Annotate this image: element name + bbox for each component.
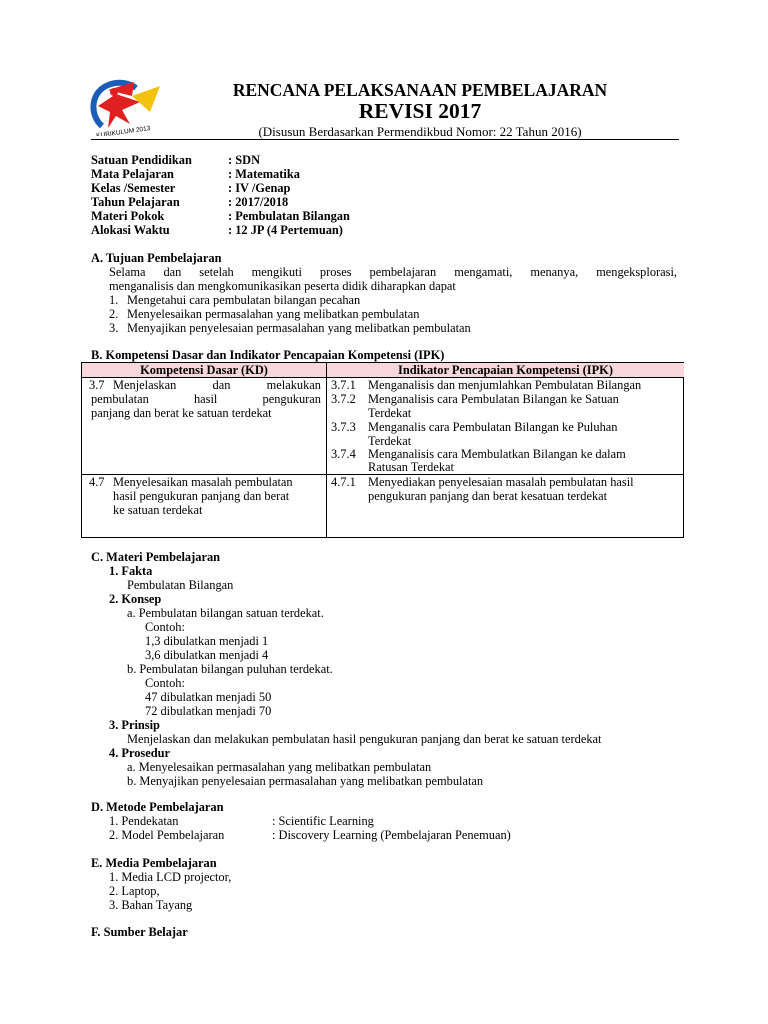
method-label: 1. Pendekatan (109, 814, 179, 828)
materi-example: 1,3 dibulatkan menjadi 1 (145, 634, 269, 648)
identity-value: : 12 JP (4 Pertemuan) (228, 223, 343, 237)
method-label: 2. Model Pembelajaran (109, 828, 225, 842)
materi-text: a. Pembulatan bilangan satuan terdekat. (127, 606, 324, 620)
identity-value: : Matematika (228, 167, 300, 181)
identity-label: Mata Pelajaran (91, 167, 174, 181)
identity-value: : IV /Genap (228, 181, 291, 195)
ipk-text: Menyediakan penyelesaian masalah pembulatan hasil (368, 475, 634, 489)
section-b-heading: B. Kompetensi Dasar dan Indikator Pencapaian Kompetensi (IPK) (91, 348, 445, 362)
identity-label: Materi Pokok (91, 209, 165, 223)
kd-text-line: ke satuan terdekat (113, 503, 203, 517)
document-revision-title: REVISI 2017 (358, 99, 482, 123)
list-item: Menyajikan penyelesaian permasalahan yang melibatkan pembulatan (127, 321, 471, 335)
media-item: 3. Bahan Tayang (109, 898, 193, 912)
materi-subheading: 4. Prosedur (109, 746, 171, 760)
identity-value: : SDN (228, 153, 261, 167)
section-e-heading: E. Media Pembelajaran (91, 856, 217, 870)
logo-caption: KURIKULUM 2013 (95, 125, 151, 136)
materi-text: b. Pembulatan bilangan puluhan terdekat. (127, 662, 333, 676)
list-number: 2. (109, 307, 119, 321)
kd-text-line: panjang dan berat ke satuan terdekat (91, 406, 272, 420)
kd-text-line: hasil pengukuran panjang dan berat (113, 489, 290, 503)
identity-label: Satuan Pendidikan (91, 153, 192, 167)
materi-example: 72 dibulatkan menjadi 70 (145, 704, 272, 718)
ipk-number: 3.7.4 (331, 447, 356, 461)
list-number: 3. (109, 321, 119, 335)
materi-example: 3,6 dibulatkan menjadi 4 (145, 648, 269, 662)
document-title: RENCANA PELAKSANAAN PEMBELAJARAN (232, 80, 608, 100)
kd-ipk-table (81, 362, 684, 538)
materi-subheading: 2. Konsep (109, 592, 162, 606)
section-d-heading: D. Metode Pembelajaran (91, 800, 224, 814)
identity-label: Alokasi Waktu (91, 223, 170, 237)
kd-number: 4.7 (89, 475, 105, 489)
ipk-text: Menganalisis dan menjumlahkan Pembulatan Bilangan (368, 378, 642, 392)
materi-subheading: 1. Fakta (109, 564, 153, 578)
ipk-text: Ratusan Terdekat (368, 460, 454, 474)
media-item: 1. Media LCD projector, (109, 870, 232, 884)
materi-text: Pembulatan Bilangan (127, 578, 234, 592)
list-item: Mengetahui cara pembulatan bilangan pecahan (127, 293, 361, 307)
ipk-number: 3.7.2 (331, 392, 356, 406)
ipk-text: Menganalisis cara Membulatkan Bilangan ke dalam (368, 447, 626, 461)
section-a-intro-line: menganalisis dan mengkomunikasikan peserta didik diharapkan dapat (109, 279, 456, 293)
materi-example-label: Contoh: (145, 620, 185, 634)
header-divider (91, 139, 679, 140)
ipk-text: Terdekat (368, 406, 412, 420)
materi-text: b. Menyajikan penyelesaian permasalahan yang melibatkan pembulatan (127, 774, 484, 788)
method-value: : Scientific Learning (272, 814, 374, 828)
materi-example: 47 dibulatkan menjadi 50 (145, 690, 272, 704)
table-header-kd: Kompetensi Dasar (KD) (82, 363, 326, 377)
document-subtitle: (Disusun Berdasarkan Permendikbud Nomor: 22 Tahun 2016) (258, 124, 582, 139)
ipk-text: Menganalis cara Pembulatan Bilangan ke Puluhan (368, 420, 618, 434)
list-item: Menyelesaikan permasalahan yang melibatkan pembulatan (127, 307, 420, 321)
ipk-text: pengukuran panjang dan berat kesatuan terdekat (368, 489, 608, 503)
ipk-number: 4.7.1 (331, 475, 356, 489)
kurikulum-2013-logo (86, 76, 168, 136)
kd-text-line: pembulatan hasil pengukuran (91, 392, 321, 406)
section-a-heading: A. Tujuan Pembelajaran (91, 251, 222, 265)
ipk-number: 3.7.3 (331, 420, 356, 434)
materi-subheading: 3. Prinsip (109, 718, 160, 732)
materi-text: Menjelaskan dan melakukan pembulatan hasil pengukuran panjang dan berat ke satuan terdekat (127, 732, 602, 746)
kd-number: 3.7 (89, 378, 105, 392)
identity-value: : 2017/2018 (228, 195, 289, 209)
table-column-divider (326, 363, 327, 537)
materi-example-label: Contoh: (145, 676, 185, 690)
section-c-heading: C. Materi Pembelajaran (91, 550, 221, 564)
materi-text: a. Menyelesaikan permasalahan yang melibatkan pembulatan (127, 760, 432, 774)
kd-text-line: Menyelesaikan masalah pembulatan (113, 475, 293, 489)
identity-label: Kelas /Semester (91, 181, 176, 195)
table-header-ipk: Indikator Pencapaian Kompetensi (IPK) (327, 363, 684, 377)
method-value: : Discovery Learning (Pembelajaran Penemuan) (272, 828, 511, 842)
section-f-heading: F. Sumber Belajar (91, 925, 188, 939)
kd-text-line: Menjelaskan dan melakukan (113, 378, 321, 392)
ipk-text: Terdekat (368, 434, 412, 448)
identity-label: Tahun Pelajaran (91, 195, 180, 209)
identity-value: : Pembulatan Bilangan (228, 209, 350, 223)
list-number: 1. (109, 293, 119, 307)
ipk-number: 3.7.1 (331, 378, 356, 392)
section-a-intro-line: Selama dan setelah mengikuti proses pembelajaran mengamati, menanya, mengeksplorasi, (109, 265, 677, 279)
media-item: 2. Laptop, (109, 884, 160, 898)
ipk-text: Menganalisis cara Pembulatan Bilangan ke Satuan (368, 392, 619, 406)
